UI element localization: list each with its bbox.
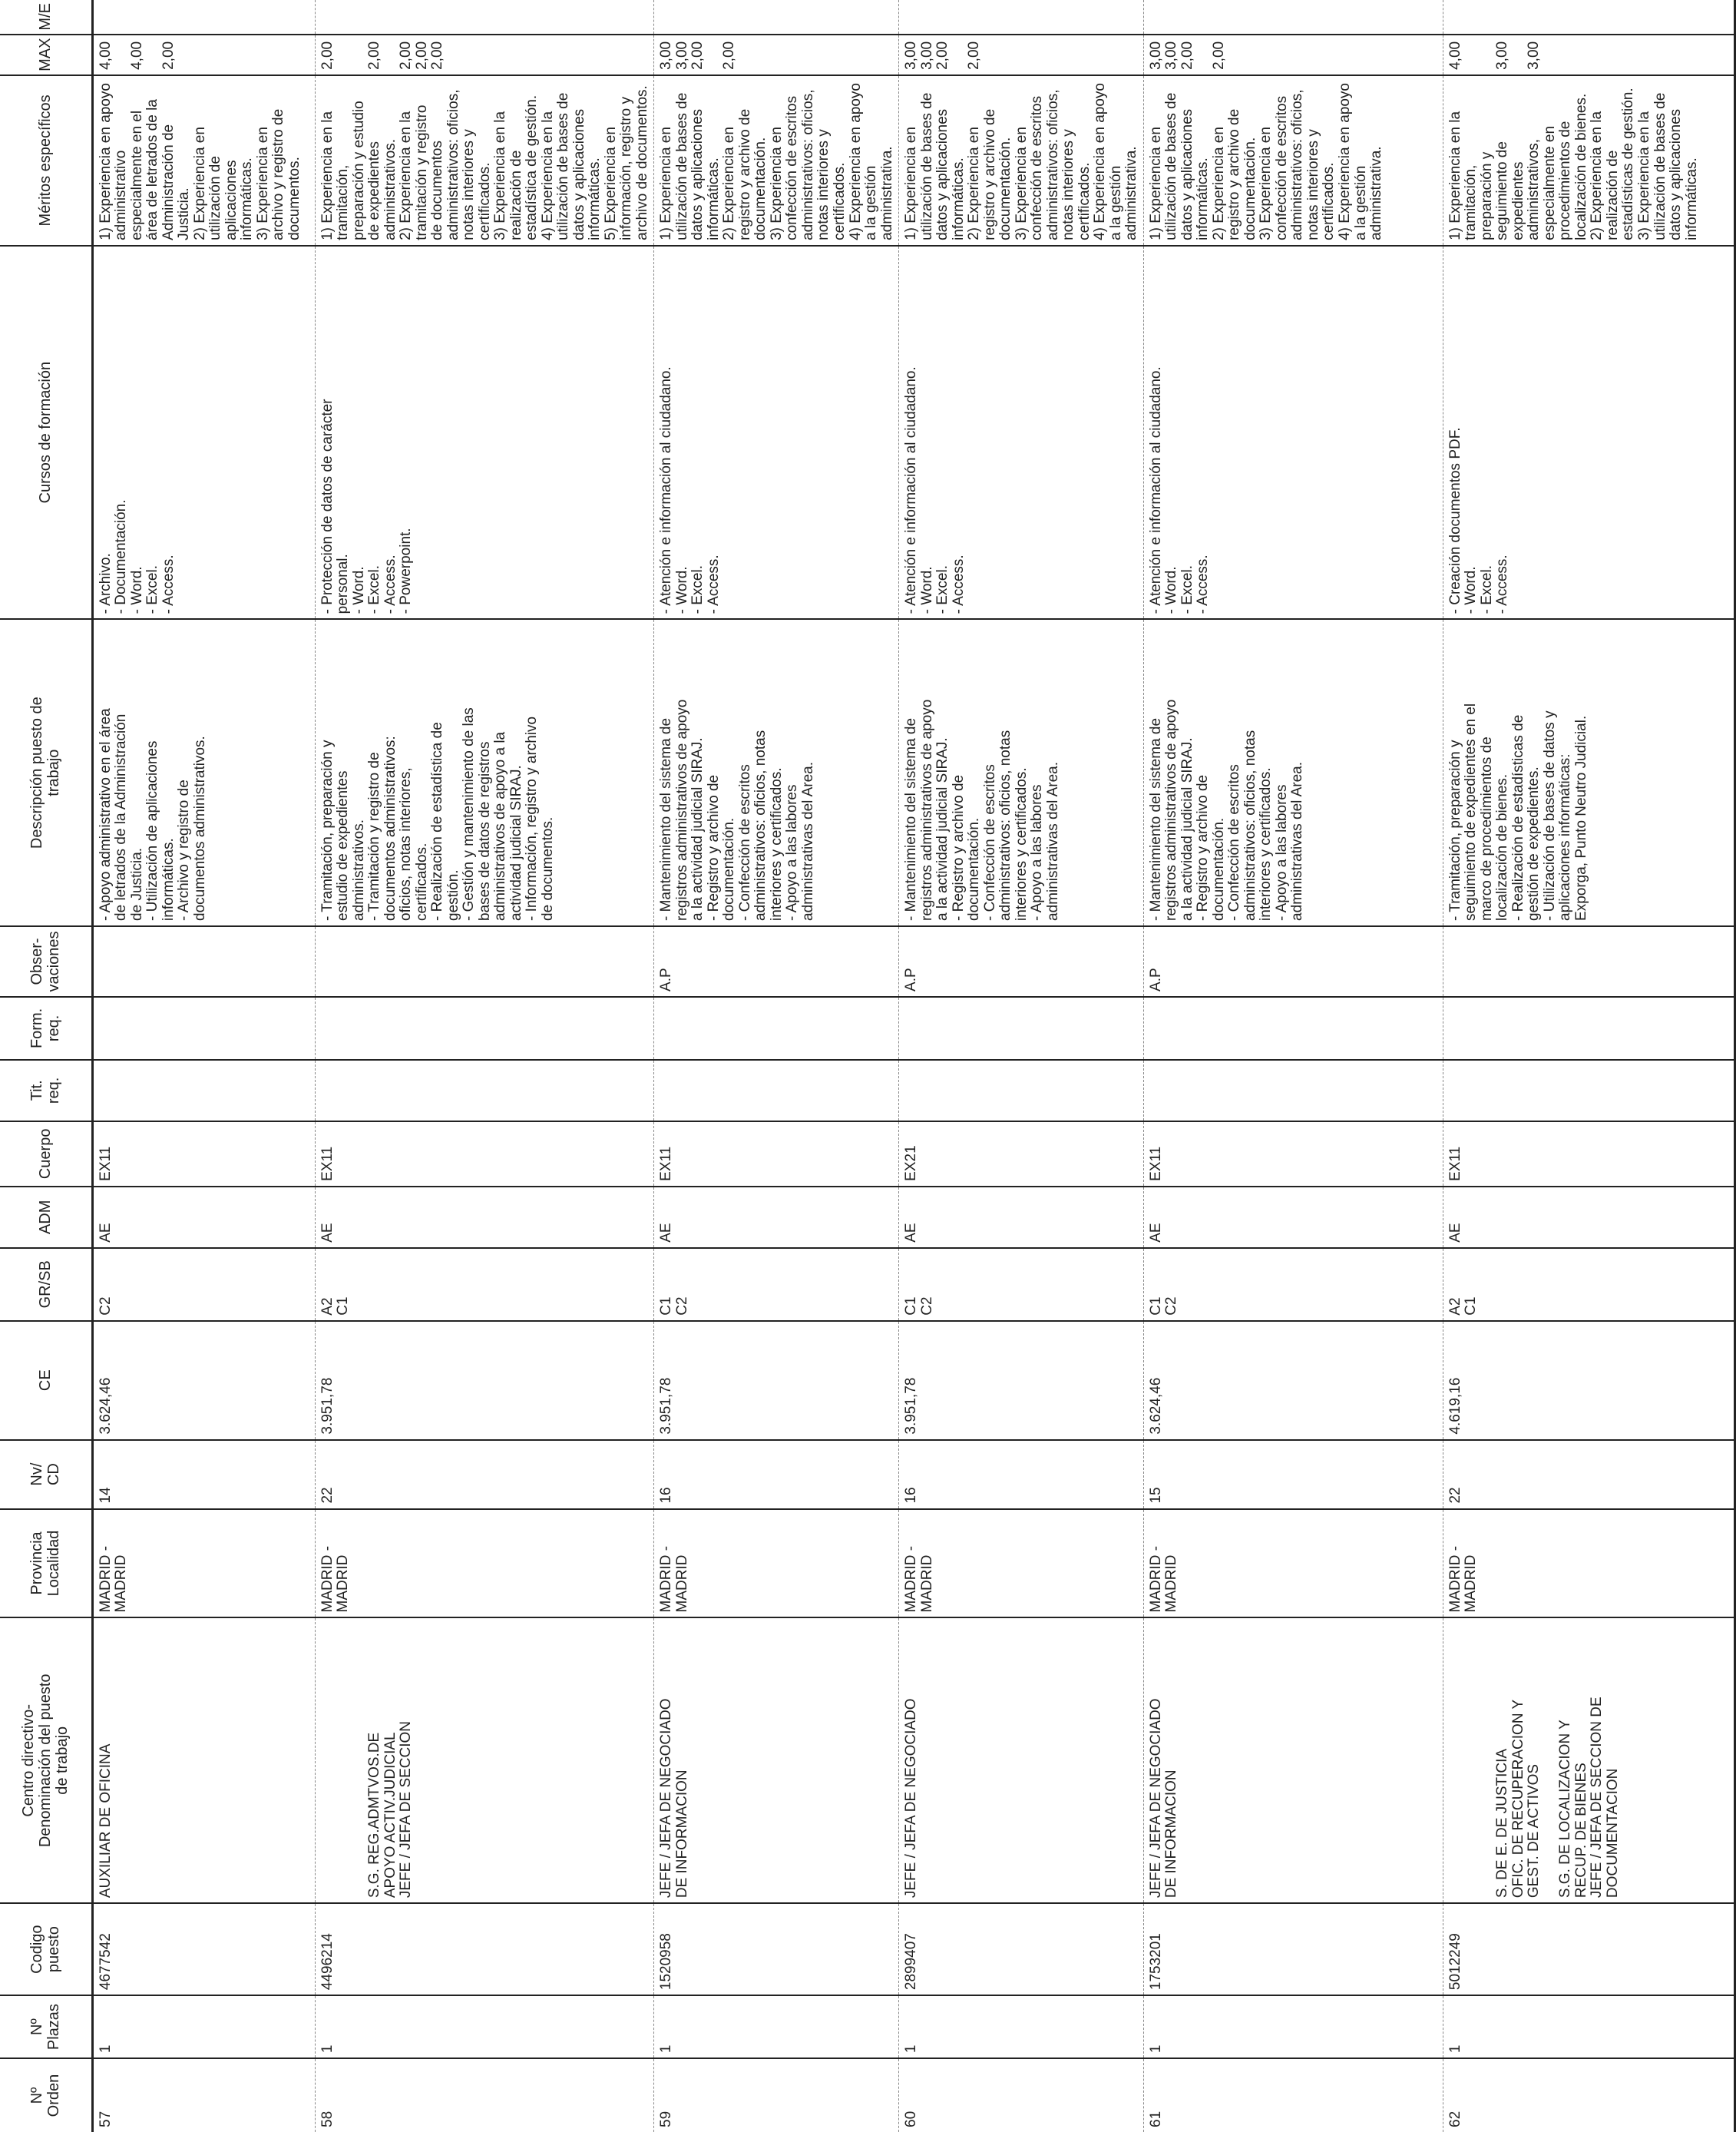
header-n-orden: Nº Orden: [0, 2058, 92, 2132]
cell-provincia: MADRID - MADRID: [1143, 1509, 1443, 1618]
cell-adm: AE: [1143, 1187, 1443, 1248]
header-n-plazas: Nº Plazas: [0, 1995, 92, 2058]
cell-form-req: [92, 997, 315, 1060]
header-gr-sb: GR/SB: [0, 1248, 92, 1321]
cell-gr-sb: C1 C2: [899, 1248, 1144, 1321]
cell-meritos: 1) Experiencia en utilización de bases de datos y aplicaciones informáticas. 2) Experiencia en registro y archivo de documentación. 3) Experiencia en confección de escritos administrativos: oficios, notas interiores y certificados. 4) Experiencia en apoyo a la gestión administrativa.: [1143, 75, 1443, 246]
cell-observaciones: [92, 926, 315, 997]
cell-descripcion: - Mantenimiento del sistema de registros administrativos de apoyo a la actividad judicial SIRAJ. - Registro y archivo de documentación. - Confección de escritos administrativos: oficios, notas interiores y certificados. - Apoyo a las labores administrativas del Area.: [899, 619, 1144, 926]
cell-ce: 3.951,78: [899, 1321, 1144, 1440]
cell-form-req: [899, 997, 1144, 1060]
cell-gr-sb: C1 C2: [1143, 1248, 1443, 1321]
cell-adm: AE: [1443, 1187, 1734, 1248]
table-row: [1143, 0, 1443, 2132]
cell-provincia: MADRID - MADRID: [315, 1509, 654, 1618]
cell-codigo: 4677542: [92, 1903, 315, 1995]
cell-centro: JEFE / JEFA DE NEGOCIADO: [899, 1617, 1144, 1903]
cell-cursos: - Atención e información al ciudadano. - Word. - Excel. - Access.: [654, 246, 899, 619]
header-centro: Centro directivo- Denominación del puesto de trabajo: [0, 1617, 92, 1903]
cell-me: [1443, 0, 1734, 35]
header-adm: ADM: [0, 1187, 92, 1248]
cell-tit-req: [654, 1060, 899, 1121]
cell-cuerpo: EX11: [315, 1121, 654, 1187]
header-descripcion: Descripción puesto de trabajo: [0, 619, 92, 926]
cell-provincia: MADRID - MADRID: [92, 1509, 315, 1618]
table-row: [92, 0, 315, 2132]
header-row: [0, 0, 92, 2132]
cell-provincia: MADRID - MADRID: [654, 1509, 899, 1618]
cell-cuerpo: EX11: [1443, 1121, 1734, 1187]
header-cuerpo: Cuerpo: [0, 1121, 92, 1187]
cell-orden: 61: [1143, 2058, 1443, 2132]
cell-ce: 3.624,46: [1143, 1321, 1443, 1440]
cell-orden: 60: [899, 2058, 1144, 2132]
cell-adm: AE: [654, 1187, 899, 1248]
cell-plazas: 1: [899, 1995, 1144, 2058]
cell-codigo: 4496214: [315, 1903, 654, 1995]
cell-me: [899, 0, 1144, 35]
cell-meritos: 1) Experiencia en utilización de bases de datos y aplicaciones informáticas. 2) Experiencia en registro y archivo de documentación. 3) Experiencia en confección de escritos administrativos: oficios, notas interiores y certificados. 4) Experiencia en apoyo a la gestión administrativa.: [899, 75, 1144, 246]
cell-meritos: 1) Experiencia en utilización de bases de datos y aplicaciones informáticas. 2) Experiencia en registro y archivo de documentación. 3) Experiencia en confección de escritos administrativos: oficios, notas interiores y certificados. 4) Experiencia en apoyo a la gestión administrativa.: [654, 75, 899, 246]
table-row: [899, 0, 1144, 2132]
cell-plazas: 1: [92, 1995, 315, 2058]
header-tit-req: Tit. req.: [0, 1060, 92, 1121]
cell-cursos: - Atención e información al ciudadano. - Word. - Excel. - Access.: [899, 246, 1144, 619]
cell-adm: AE: [315, 1187, 654, 1248]
cell-tit-req: [899, 1060, 1144, 1121]
table-row: [315, 0, 654, 2132]
cell-observaciones: [315, 926, 654, 997]
cell-codigo: 5012249: [1443, 1903, 1734, 1995]
cell-plazas: 1: [654, 1995, 899, 2058]
cell-ce: 3.951,78: [654, 1321, 899, 1440]
cell-centro: S. DE E. DE JUSTICIA OFIC. DE RECUPERACION Y GEST. DE ACTIVOS S.G. DE LOCALIZACION Y RECUP. DE BIENES JEFE / JEFA DE SECCION DE DOCUMENTACION: [1443, 1617, 1734, 1903]
cell-nv-cd: 14: [92, 1440, 315, 1509]
cell-ce: 3.624,46: [92, 1321, 315, 1440]
cell-nv-cd: 22: [315, 1440, 654, 1509]
cell-me: [1143, 0, 1443, 35]
header-max: MAX: [0, 35, 92, 75]
cell-observaciones: A.P: [1143, 926, 1443, 997]
cell-max: 3,00 3,00 2,00 2,00: [1143, 35, 1443, 75]
cell-tit-req: [1443, 1060, 1734, 1121]
cell-max: 3,00 3,00 2,00 2,00: [899, 35, 1144, 75]
cell-codigo: 2899407: [899, 1903, 1144, 1995]
cell-meritos: 1) Experiencia en la tramitación, preparación y estudio de expedientes administrativos. 2) Experiencia en la tramitación y registro de documentos administrativos: oficios, notas interiores y certificados. 3) Experiencia en la realización de estadística de gestión. 4) Experiencia en la utilización de bases de datos y aplicaciones informáticas. 5) Experiencia en información, registro y archivo de documentos.: [315, 75, 654, 246]
cell-cuerpo: EX11: [654, 1121, 899, 1187]
cell-cursos: - Protección de datos de carácter personal. - Word. - Excel. - Access. - Powerpoint.: [315, 246, 654, 619]
header-nv-cd: Nv/ CD: [0, 1440, 92, 1509]
cell-descripcion: - Apoyo administrativo en el área de letrados de la Administración de Justicia. - Utilización de aplicaciones informáticas. - Archivo y registro de documentos administrativos.: [92, 619, 315, 926]
cell-codigo: 1520958: [654, 1903, 899, 1995]
cell-descripcion: - Tramitación, preparación y estudio de expedientes administrativos. - Tramitación y registro de documentos administrativos: oficios, notas interiores, certificados. - Realización de estadística de gestión. - Gestión y mantenimiento de las bases de datos de registros administrativos de apoyo a la actividad judicial SIRAJ. - Información, registro y archivo de documentos.: [315, 619, 654, 926]
cell-form-req: [1143, 997, 1443, 1060]
cell-adm: AE: [899, 1187, 1144, 1248]
cell-descripcion: - Tramitación, preparación y seguimiento de expedientes en el marco de procedimientos de localización de bienes. - Realización de estadísticas de gestión de expedientes. - Utilización de bases de datos y aplicaciones informáticas: Exporga, Punto Neutro Judicial.: [1443, 619, 1734, 926]
cell-cursos: - Archivo. - Documentación. - Word. - Excel. - Access.: [92, 246, 315, 619]
cell-plazas: 1: [315, 1995, 654, 2058]
cell-max: 2,00 2,00 2,00 2,00 2,00: [315, 35, 654, 75]
cell-provincia: MADRID - MADRID: [899, 1509, 1144, 1618]
cell-centro: JEFE / JEFA DE NEGOCIADO DE INFORMACION: [1143, 1617, 1443, 1903]
cell-nv-cd: 22: [1443, 1440, 1734, 1509]
cell-orden: 57: [97, 2110, 114, 2127]
cell-nv-cd: 15: [1143, 1440, 1443, 1509]
cell-cuerpo: EX11: [92, 1121, 315, 1187]
table-row: [654, 0, 899, 2132]
cell-observaciones: A.P: [899, 926, 1144, 997]
cell-form-req: [654, 997, 899, 1060]
cell-tit-req: [92, 1060, 315, 1121]
cell-plazas: 1: [1143, 1995, 1443, 2058]
cell-meritos: 1) Experiencia en apoyo administrativo especialmente en el área de letrados de la Administración de Justicia. 2) Experiencia en utilización de aplicaciones informáticas. 3) Experiencia en archivo y registro de documentos.: [92, 75, 315, 246]
cell-nv-cd: 16: [899, 1440, 1144, 1509]
cell-centro: S.G. REG.ADMTVOS.DE APOYO ACTIV.JUDICIAL JEFE / JEFA DE SECCION: [315, 1617, 654, 1903]
cell-gr-sb: C1 C2: [654, 1248, 899, 1321]
cell-cursos: - Creación documentos PDF. - Word. - Excel. - Access.: [1443, 246, 1734, 619]
cell-observaciones: A.P: [654, 926, 899, 997]
header-me: M/E: [0, 0, 92, 35]
cell-me: [315, 0, 654, 35]
header-provincia: Provincia Localidad: [0, 1509, 92, 1618]
cell-form-req: [1443, 997, 1734, 1060]
cell-gr-sb: A2 C1: [315, 1248, 654, 1321]
cell-gr-sb: C2: [92, 1248, 315, 1321]
cell-adm: AE: [92, 1187, 315, 1248]
cell-cuerpo: EX11: [1143, 1121, 1443, 1187]
cell-form-req: [315, 997, 654, 1060]
cell-orden: 59: [654, 2058, 899, 2132]
cell-me: [654, 0, 899, 35]
cell-ce: 3.951,78: [315, 1321, 654, 1440]
cell-orden: 58: [315, 2058, 654, 2132]
cell-plazas: 1: [1443, 1995, 1734, 2058]
cell-max: 3,00 3,00 2,00 2,00: [654, 35, 899, 75]
header-meritos: Méritos específicos: [0, 75, 92, 246]
cell-nv-cd: 16: [654, 1440, 899, 1509]
cell-me: [92, 0, 315, 35]
cell-ce: 4.619,16: [1443, 1321, 1734, 1440]
cell-observaciones: [1443, 926, 1734, 997]
cell-orden: 62: [1443, 2058, 1734, 2132]
cell-max: 4,00 4,00 2,00: [92, 35, 315, 75]
cell-gr-sb: A2 C1: [1443, 1248, 1734, 1321]
cell-meritos: 1) Experiencia en la tramitación, preparación y seguimiento de expedientes administrativos, especialmente en procedimientos de localización de bienes. 2) Experiencia en la realización de estadísticas de gestión. 3) Experiencia en la utilización de bases de datos y aplicaciones informáticas.: [1443, 75, 1734, 246]
cell-descripcion: - Mantenimiento del sistema de registros administrativos de apoyo a la actividad judicial SIRAJ. - Registro y archivo de documentación. - Confección de escritos administrativos: oficios, notas interiores y certificados. - Apoyo a las labores administrativas del Area.: [654, 619, 899, 926]
header-form-req: Form. req.: [0, 997, 92, 1060]
cell-centro: JEFE / JEFA DE NEGOCIADO DE INFORMACION: [654, 1617, 899, 1903]
cell-cursos: - Atención e información al ciudadano. - Word. - Excel. - Access.: [1143, 246, 1443, 619]
header-codigo: Codigo puesto: [0, 1903, 92, 1995]
cell-cuerpo: EX21: [899, 1121, 1144, 1187]
header-ce: CE: [0, 1321, 92, 1440]
cell-max: 4,00 3,00 3,00: [1443, 35, 1734, 75]
cell-tit-req: [315, 1060, 654, 1121]
cell-codigo: 1753201: [1143, 1903, 1443, 1995]
cell-tit-req: [1143, 1060, 1443, 1121]
cell-provincia: MADRID - MADRID: [1443, 1509, 1734, 1618]
cell-centro: AUXILIAR DE OFICINA: [92, 1617, 315, 1903]
cell-descripcion: - Mantenimiento del sistema de registros administrativos de apoyo a la actividad judicial SIRAJ. - Registro y archivo de documentación. - Confección de escritos administrativos: oficios, notas interiores y certificados. - Apoyo a las labores administrativas del Area.: [1143, 619, 1443, 926]
header-observaciones: Obser- vaciones: [0, 926, 92, 997]
table-row: [1443, 0, 1734, 2132]
header-cursos: Cursos de formación: [0, 246, 92, 619]
